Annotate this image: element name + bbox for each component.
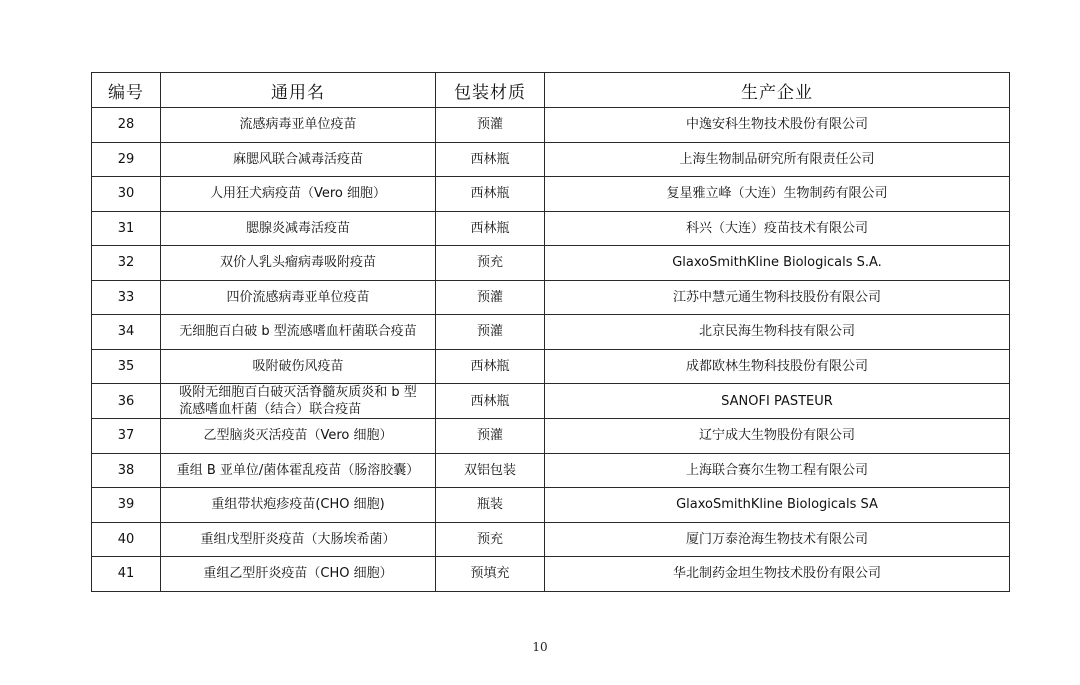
cell-number: 35: [92, 349, 161, 384]
header-generic-name: 通用名: [161, 73, 436, 108]
cell-manufacturer: GlaxoSmithKline Biologicals S.A.: [545, 246, 1010, 281]
table-row: [92, 246, 1010, 281]
cell-number: 29: [92, 142, 161, 177]
cell-generic-name: 乙型脑炎灭活疫苗（Vero 细胞）: [161, 419, 436, 454]
cell-manufacturer: 复星雅立峰（大连）生物制药有限公司: [545, 177, 1010, 212]
cell-number: 38: [92, 453, 161, 488]
cell-manufacturer: 上海联合赛尔生物工程有限公司: [545, 453, 1010, 488]
cell-generic-name: 重组乙型肝炎疫苗（CHO 细胞）: [161, 557, 436, 592]
cell-manufacturer: 厦门万泰沧海生物技术有限公司: [545, 522, 1010, 557]
table-header-row: [92, 73, 1010, 108]
table-row: [92, 211, 1010, 246]
table-row: [92, 177, 1010, 212]
cell-generic-name: [161, 384, 436, 419]
cell-number: 31: [92, 211, 161, 246]
generic-name-line: 吸附无细胞百白破灭活脊髓灰质炎和 b 型: [179, 385, 417, 400]
table-row: [92, 108, 1010, 143]
cell-generic-name: 重组 B 亚单位/菌体霍乱疫苗（肠溶胶囊）: [161, 453, 436, 488]
cell-number: 34: [92, 315, 161, 350]
cell-generic-name: 吸附破伤风疫苗: [161, 349, 436, 384]
cell-packaging: 双铝包装: [436, 453, 545, 488]
page-number: 10: [532, 640, 548, 654]
cell-number: 41: [92, 557, 161, 592]
cell-packaging: 西林瓶: [436, 384, 545, 419]
cell-packaging: 瓶装: [436, 488, 545, 523]
cell-number: 30: [92, 177, 161, 212]
cell-generic-name: 流感病毒亚单位疫苗: [161, 108, 436, 143]
cell-packaging: 西林瓶: [436, 211, 545, 246]
cell-generic-name: 麻腮风联合减毒活疫苗: [161, 142, 436, 177]
cell-packaging: 预灌: [436, 315, 545, 350]
cell-generic-name: 腮腺炎减毒活疫苗: [161, 211, 436, 246]
vaccine-table: [91, 72, 1010, 592]
cell-manufacturer: 科兴（大连）疫苗技术有限公司: [545, 211, 1010, 246]
cell-generic-name: 无细胞百白破 b 型流感嗜血杆菌联合疫苗: [161, 315, 436, 350]
table-row: [92, 280, 1010, 315]
cell-packaging: 预填充: [436, 557, 545, 592]
table-row: [92, 419, 1010, 454]
cell-packaging: 预灌: [436, 280, 545, 315]
table-row: [92, 142, 1010, 177]
cell-manufacturer: 中逸安科生物技术股份有限公司: [545, 108, 1010, 143]
cell-number: 37: [92, 419, 161, 454]
cell-manufacturer: 江苏中慧元通生物科技股份有限公司: [545, 280, 1010, 315]
cell-packaging: 预灌: [436, 108, 545, 143]
cell-packaging: 西林瓶: [436, 177, 545, 212]
table-row: [92, 557, 1010, 592]
cell-number: 33: [92, 280, 161, 315]
cell-number: 36: [92, 384, 161, 419]
cell-manufacturer: 成都欧林生物科技股份有限公司: [545, 349, 1010, 384]
cell-manufacturer: 北京民海生物科技有限公司: [545, 315, 1010, 350]
cell-manufacturer: 华北制药金坦生物技术股份有限公司: [545, 557, 1010, 592]
cell-generic-name: 双价人乳头瘤病毒吸附疫苗: [161, 246, 436, 281]
cell-number: 40: [92, 522, 161, 557]
header-number: 编号: [92, 73, 161, 108]
cell-manufacturer: SANOFI PASTEUR: [545, 384, 1010, 419]
generic-name-two-line: [179, 384, 417, 418]
generic-name-line: 流感嗜血杆菌（结合）联合疫苗: [179, 402, 362, 417]
cell-generic-name: 重组戊型肝炎疫苗（大肠埃希菌）: [161, 522, 436, 557]
cell-packaging: 预充: [436, 522, 545, 557]
cell-number: 28: [92, 108, 161, 143]
cell-manufacturer: 辽宁成大生物股份有限公司: [545, 419, 1010, 454]
table-row: [92, 384, 1010, 419]
cell-packaging: 预灌: [436, 419, 545, 454]
cell-packaging: 西林瓶: [436, 142, 545, 177]
cell-number: 32: [92, 246, 161, 281]
table-row: [92, 522, 1010, 557]
cell-manufacturer: 上海生物制品研究所有限责任公司: [545, 142, 1010, 177]
header-manufacturer: 生产企业: [545, 73, 1010, 108]
cell-generic-name: 四价流感病毒亚单位疫苗: [161, 280, 436, 315]
cell-packaging: 预充: [436, 246, 545, 281]
table-row: [92, 315, 1010, 350]
cell-packaging: 西林瓶: [436, 349, 545, 384]
table-row: [92, 349, 1010, 384]
table-row: [92, 453, 1010, 488]
cell-number: 39: [92, 488, 161, 523]
cell-generic-name: 重组带状疱疹疫苗(CHO 细胞): [161, 488, 436, 523]
header-packaging: 包装材质: [436, 73, 545, 108]
cell-generic-name: 人用狂犬病疫苗（Vero 细胞）: [161, 177, 436, 212]
table-row: [92, 488, 1010, 523]
cell-manufacturer: GlaxoSmithKline Biologicals SA: [545, 488, 1010, 523]
